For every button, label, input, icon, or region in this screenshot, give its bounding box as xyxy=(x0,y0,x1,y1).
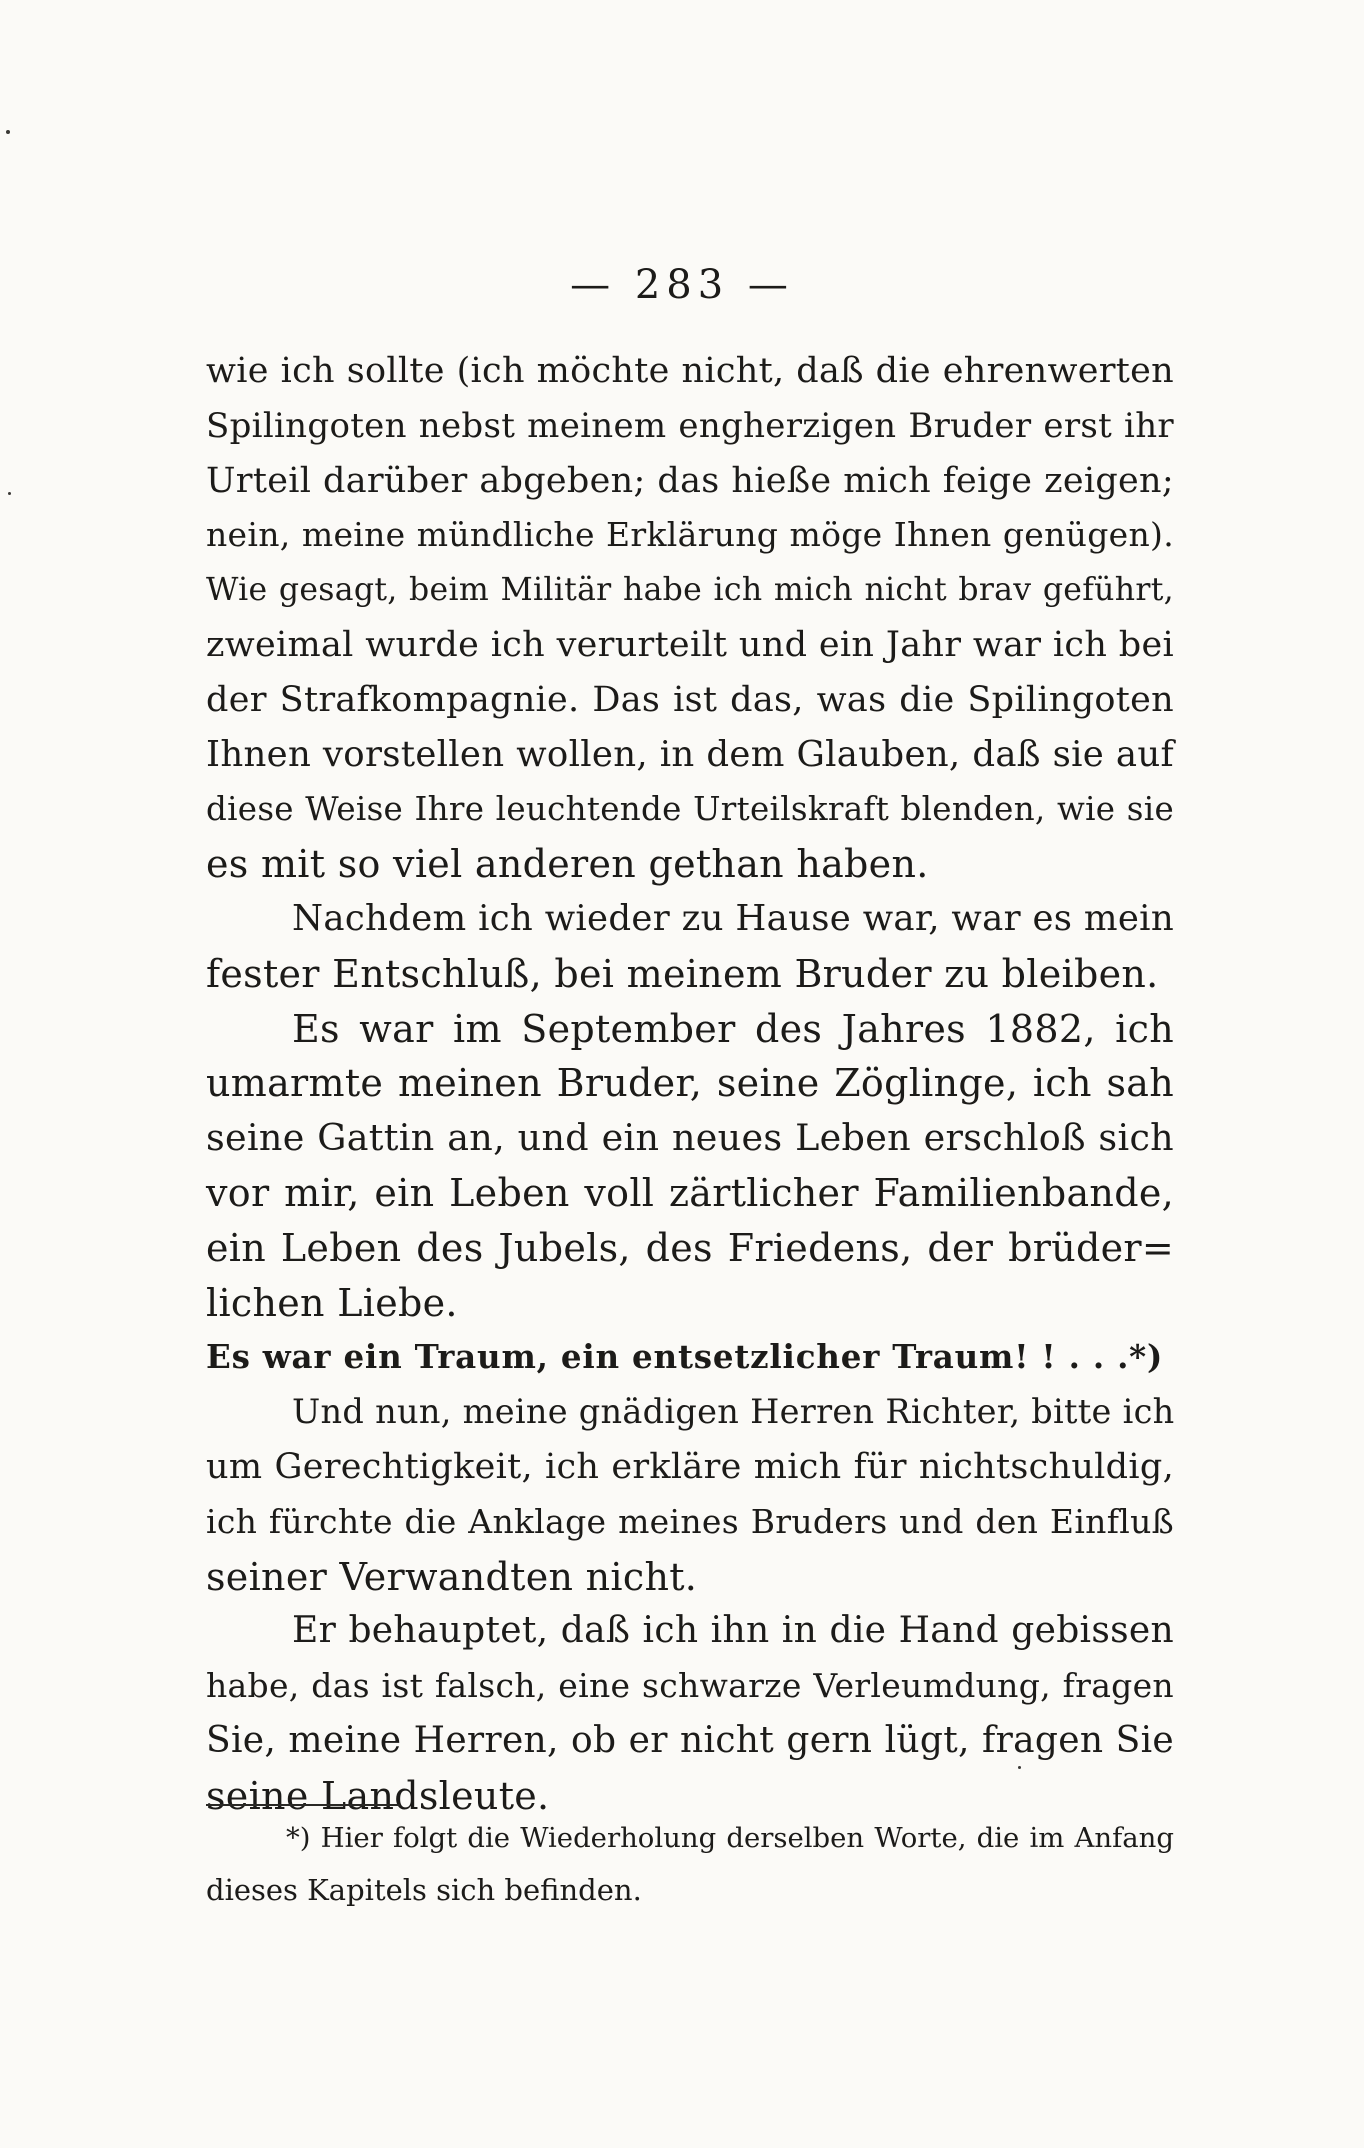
text-line: nein, meine mündliche Erklärung möge Ihnen genügen). xyxy=(206,515,1174,555)
text-line: seine Gattin an, und ein neues Leben erschloß sich xyxy=(206,1116,1174,1160)
text-line: Er behauptet, daß ich ihn in die Hand gebissen xyxy=(292,1610,1174,1652)
text-line: ich fürchte die Anklage meines Bruders und den Einfluß xyxy=(206,1501,1174,1541)
text-line: wie ich sollte (ich möchte nicht, daß die ehrenwerten xyxy=(206,351,1174,391)
text-line: Spilingoten nebst meinem engherzigen Bruder erst ihr xyxy=(206,405,1174,446)
text-line: Es war im September des Jahres 1882, ich xyxy=(292,1006,1174,1051)
text-line: ein Leben des Jubels, des Friedens, der brüder= xyxy=(206,1225,1174,1270)
text-line: Ihnen vorstellen wollen, in dem Glauben, daß sie auf xyxy=(206,733,1174,775)
text-line: Nachdem ich wieder zu Hause war, war es mein xyxy=(292,897,1174,939)
text-line: umarmte meinen Bruder, seine Zöglinge, ich sah xyxy=(206,1061,1174,1106)
text-line: Urteil darüber abgeben; das hieße mich feige zeigen; xyxy=(206,460,1174,501)
body-text xyxy=(206,344,1174,1824)
text-line: der Strafkompagnie. Das ist das, was die Spilingoten xyxy=(206,679,1174,720)
ink-speck xyxy=(6,130,10,134)
text-line: vor mir, ein Leben voll zärtlicher Familienbande, xyxy=(206,1170,1174,1215)
text-line: zweimal wurde ich verurteilt und ein Jahr war ich bei xyxy=(206,624,1174,665)
text-line: seiner Verwandten nicht. xyxy=(206,1554,698,1599)
text-line: Wie gesagt, beim Militär habe ich mich nicht brav geführt, xyxy=(206,572,1174,609)
footnote xyxy=(206,1812,1174,1916)
text-line: fester Entschluß, bei meinem Bruder zu bleiben. xyxy=(206,951,1159,996)
text-line: es mit so viel anderen gethan haben. xyxy=(206,842,929,887)
text-line: lichen Liebe. xyxy=(206,1280,458,1325)
emphasized-line: Es war ein Traum, ein entsetzlicher Traum! ! . . .*) xyxy=(206,1337,1164,1377)
ink-speck xyxy=(8,492,11,495)
text-line: seine Landsleute. xyxy=(206,1773,550,1818)
text-line: habe, das ist falsch, eine schwarze Verleumdung, fragen xyxy=(206,1666,1174,1706)
text-line: Und nun, meine gnädigen Herren Richter, bitte ich xyxy=(292,1392,1175,1432)
footnote-line: dieses Kapitels sich befinden. xyxy=(206,1873,642,1907)
footnote-divider xyxy=(206,1804,400,1806)
text-line: diese Weise Ihre leuchtende Urteilskraft blenden, wie sie xyxy=(206,790,1174,829)
page-number: — 283 — xyxy=(570,262,794,308)
ink-speck xyxy=(1018,1766,1021,1769)
text-line: Sie, meine Herren, ob er nicht gern lügt, fragen Sie xyxy=(206,1719,1174,1761)
footnote-line: *) Hier folgt die Wiederholung derselben Worte, die im Anfang xyxy=(286,1822,1174,1854)
text-line: um Gerechtigkeit, ich erkläre mich für nichtschuldig, xyxy=(206,1446,1174,1487)
